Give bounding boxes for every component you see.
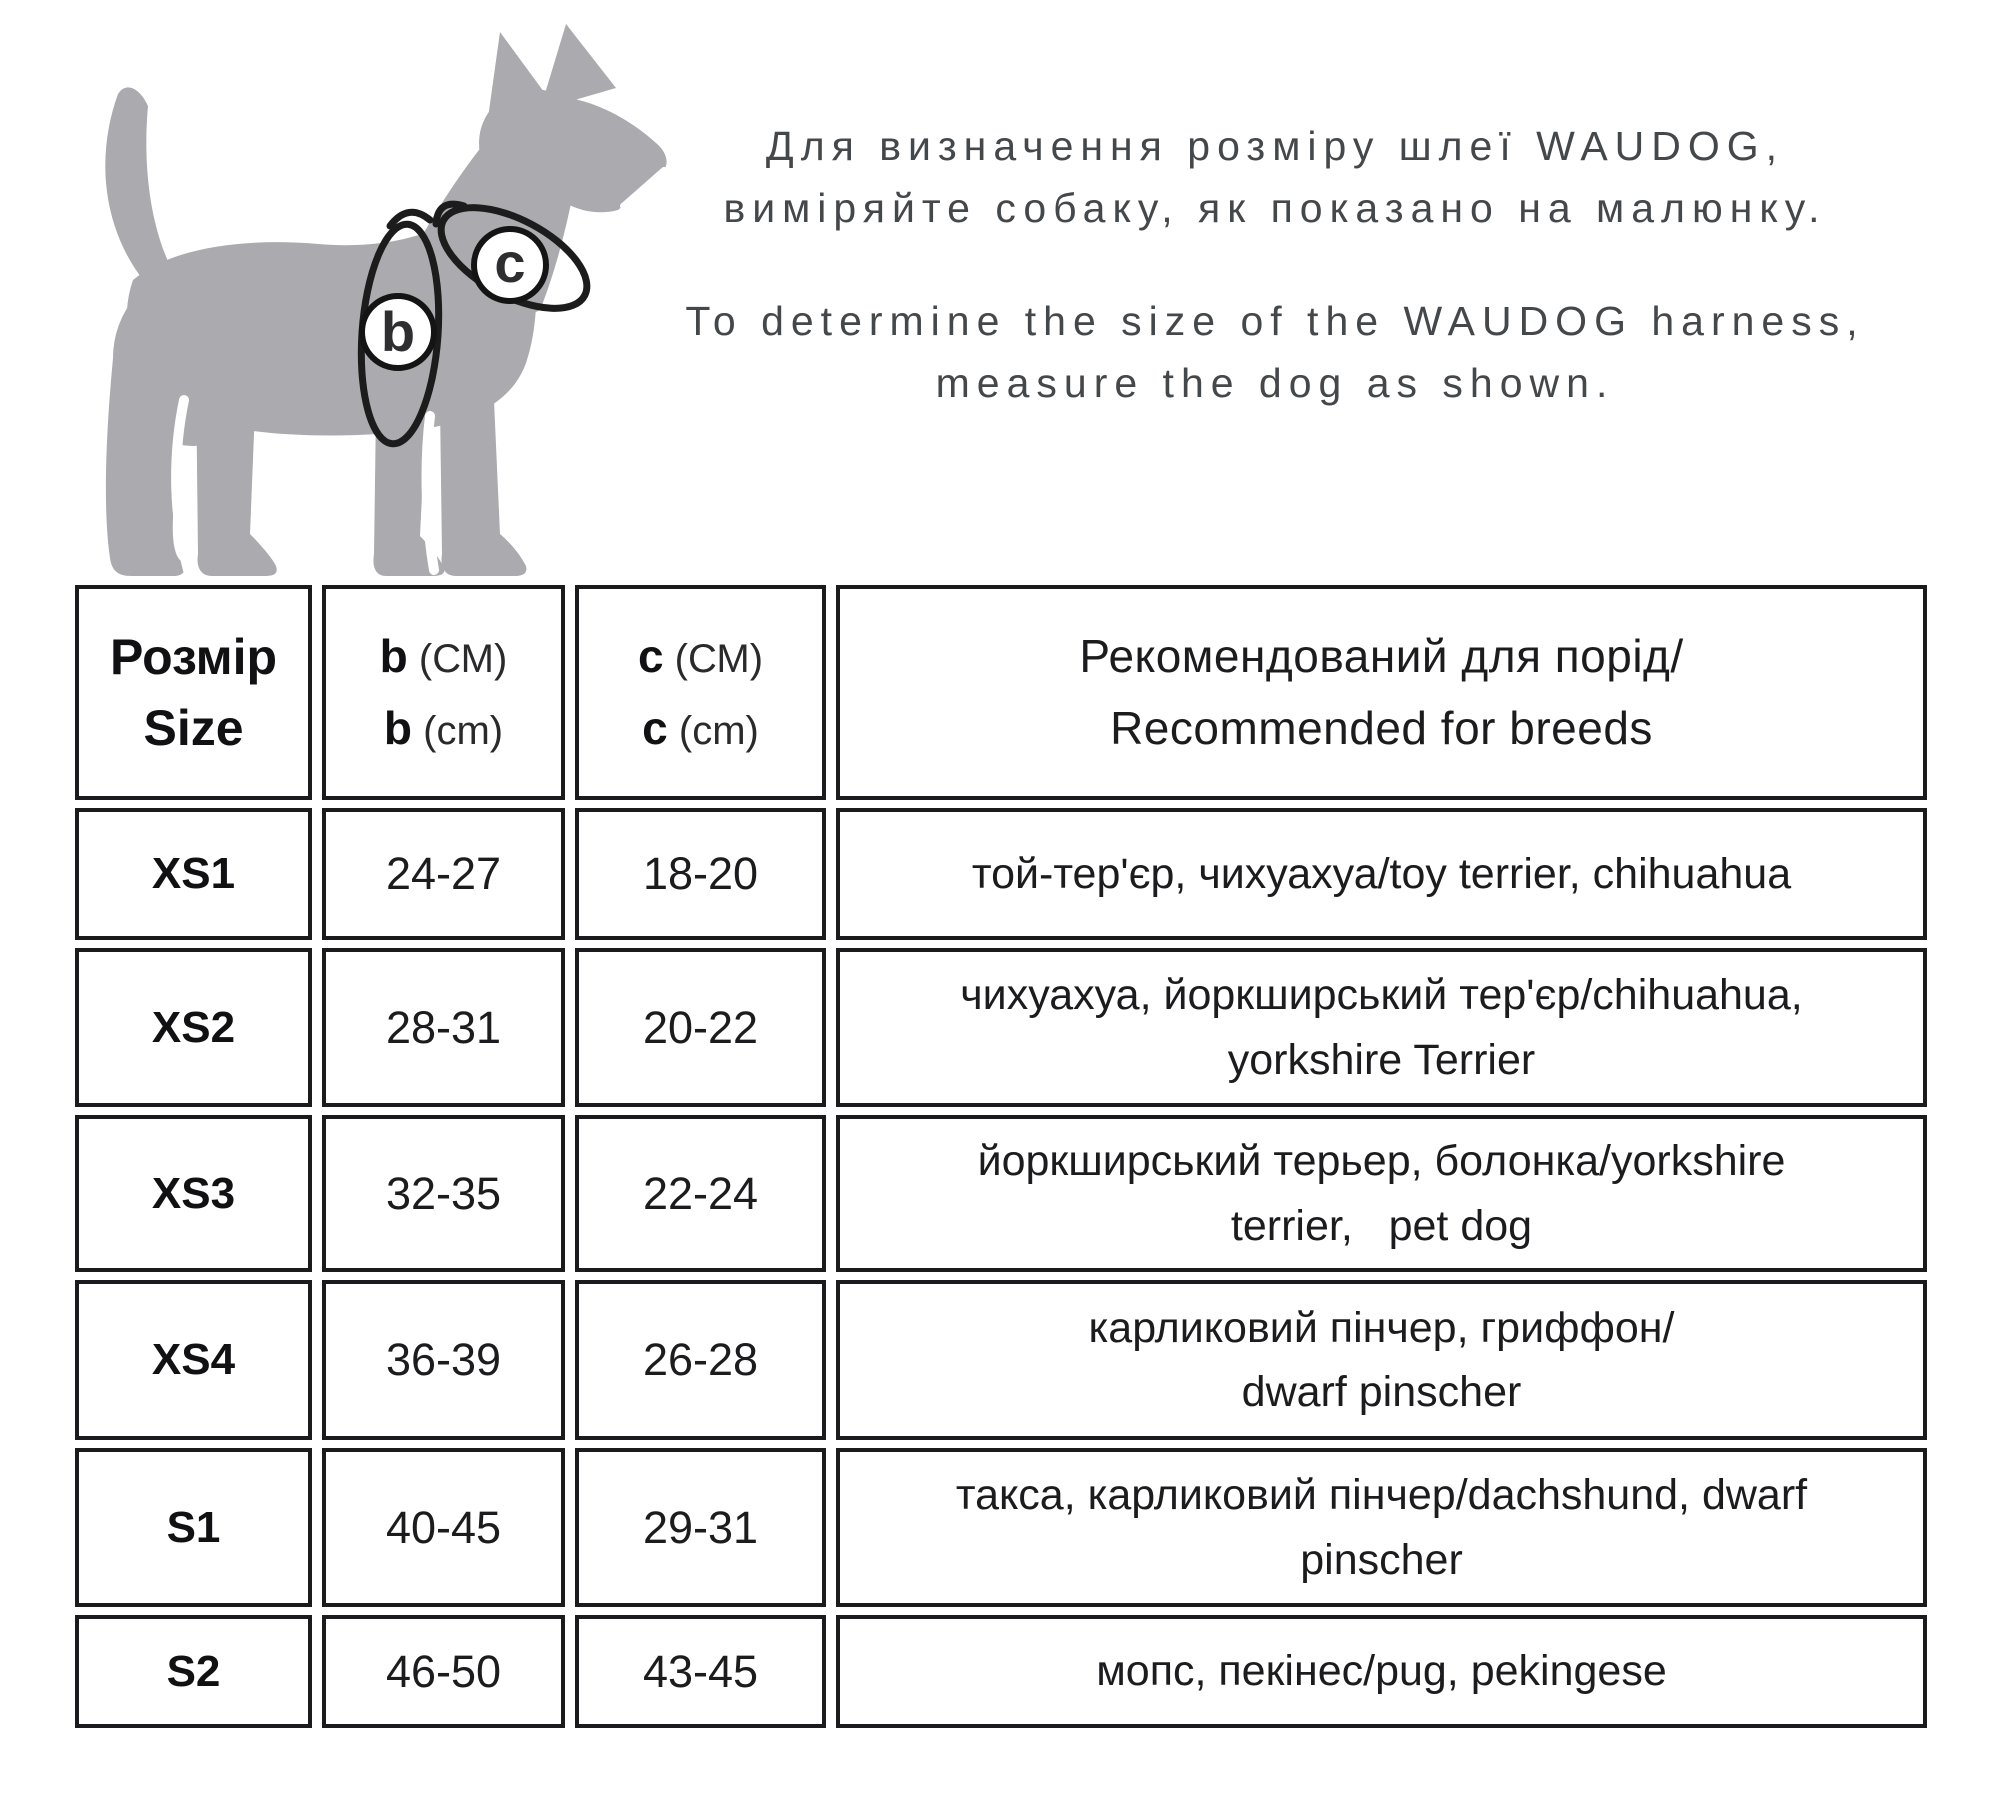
cell-xs3-c: 22-24 xyxy=(575,1115,826,1272)
header-c-line2 xyxy=(642,693,759,764)
size-table xyxy=(75,585,1927,1728)
intro-en-line2: measure the dog as shown. xyxy=(935,359,1615,406)
cell-s1-c: 29-31 xyxy=(575,1448,826,1607)
cell-s2-b: 46-50 xyxy=(322,1615,565,1728)
header-b xyxy=(322,585,565,800)
cell-s1-b: 40-45 xyxy=(322,1448,565,1607)
header-b-unit-lower: (cm) xyxy=(423,708,504,753)
breeds-line: той-тер'єр, чихуахуа/toy terrier, chihuahua xyxy=(971,849,1792,898)
intro-text xyxy=(560,116,1990,414)
cell-xs4-breeds xyxy=(836,1280,1927,1440)
breeds-line: такса, карликовий пінчер/dachshund, dwarf xyxy=(955,1471,1808,1519)
breeds-line: йоркширський терьер, болонка/yorkshire xyxy=(977,1137,1786,1185)
breeds-line: мопс, пекінес/pug, pekingese xyxy=(1096,1647,1667,1696)
header-b-line2 xyxy=(384,693,503,764)
intro-text-uk xyxy=(560,116,1990,239)
cell-xs2-c: 20-22 xyxy=(575,948,826,1107)
breeds-line: карликовий пінчер, гриффон/ xyxy=(1088,1303,1675,1352)
cell-s1-size: S1 xyxy=(75,1448,312,1607)
header-breeds-en: Recommended for breeds xyxy=(1110,701,1653,754)
cell-xs1-breeds xyxy=(836,808,1927,940)
cell-s2-breeds xyxy=(836,1615,1927,1728)
cell-xs1-c: 18-20 xyxy=(575,808,826,940)
marker-c-label: c xyxy=(494,231,526,294)
cell-xs2-size: XS2 xyxy=(75,948,312,1107)
intro-uk-line1: Для визначення розміру шлеї WAUDOG, xyxy=(765,123,1785,169)
header-size xyxy=(75,585,312,800)
header-c-letter: c xyxy=(637,630,664,683)
breeds-line: terrier, pet dog xyxy=(1230,1201,1533,1250)
cell-xs4-size: XS4 xyxy=(75,1280,312,1440)
cell-xs4-b: 36-39 xyxy=(322,1280,565,1440)
cell-xs2-b: 28-31 xyxy=(322,948,565,1107)
intro-en-line1: To determine the size of the WAUDOG harness, xyxy=(685,298,1865,344)
cell-s1-breeds xyxy=(836,1448,1927,1607)
dog-ear-front xyxy=(540,24,616,110)
cell-xs1-size: XS1 xyxy=(75,808,312,940)
header-size-en: Size xyxy=(143,699,244,756)
header-b-line1 xyxy=(380,621,508,692)
cell-xs2-breeds xyxy=(836,948,1927,1107)
cell-xs3-size: XS3 xyxy=(75,1115,312,1272)
header-b-letter: b xyxy=(379,630,408,683)
header-breeds-uk: Рекомендований для порід/ xyxy=(1079,630,1684,683)
header-b-letter2: b xyxy=(383,701,412,754)
dog-front-leg-front xyxy=(440,401,526,576)
cell-s2-size: S2 xyxy=(75,1615,312,1728)
intro-uk-line2: виміряйте собаку, як показано на малюнку. xyxy=(723,184,1827,231)
marker-b-label: b xyxy=(380,300,416,363)
breeds-line: pinscher xyxy=(1300,1535,1463,1584)
cell-xs1-b: 24-27 xyxy=(322,808,565,940)
breeds-line: dwarf pinscher xyxy=(1241,1368,1522,1416)
header-c-letter2: c xyxy=(642,701,668,754)
header-c xyxy=(575,585,826,800)
cell-s2-c: 43-45 xyxy=(575,1615,826,1728)
cell-xs3-b: 32-35 xyxy=(322,1115,565,1272)
header-b-unit-upper: (СМ) xyxy=(418,637,508,682)
intro-text-en xyxy=(560,291,1990,414)
header-breeds xyxy=(836,585,1927,800)
header-size-uk: Розмір xyxy=(109,628,278,685)
breeds-line: yorkshire Terrier xyxy=(1227,1035,1536,1084)
header-c-unit-lower: (cm) xyxy=(678,708,759,753)
cell-xs4-c: 26-28 xyxy=(575,1280,826,1440)
breeds-line: чихуахуа, йоркширський тер'єр/chihuahua, xyxy=(960,971,1803,1019)
cell-xs3-breeds xyxy=(836,1115,1927,1272)
header-c-line1 xyxy=(638,621,763,692)
header-c-unit-upper: (СМ) xyxy=(674,637,764,682)
